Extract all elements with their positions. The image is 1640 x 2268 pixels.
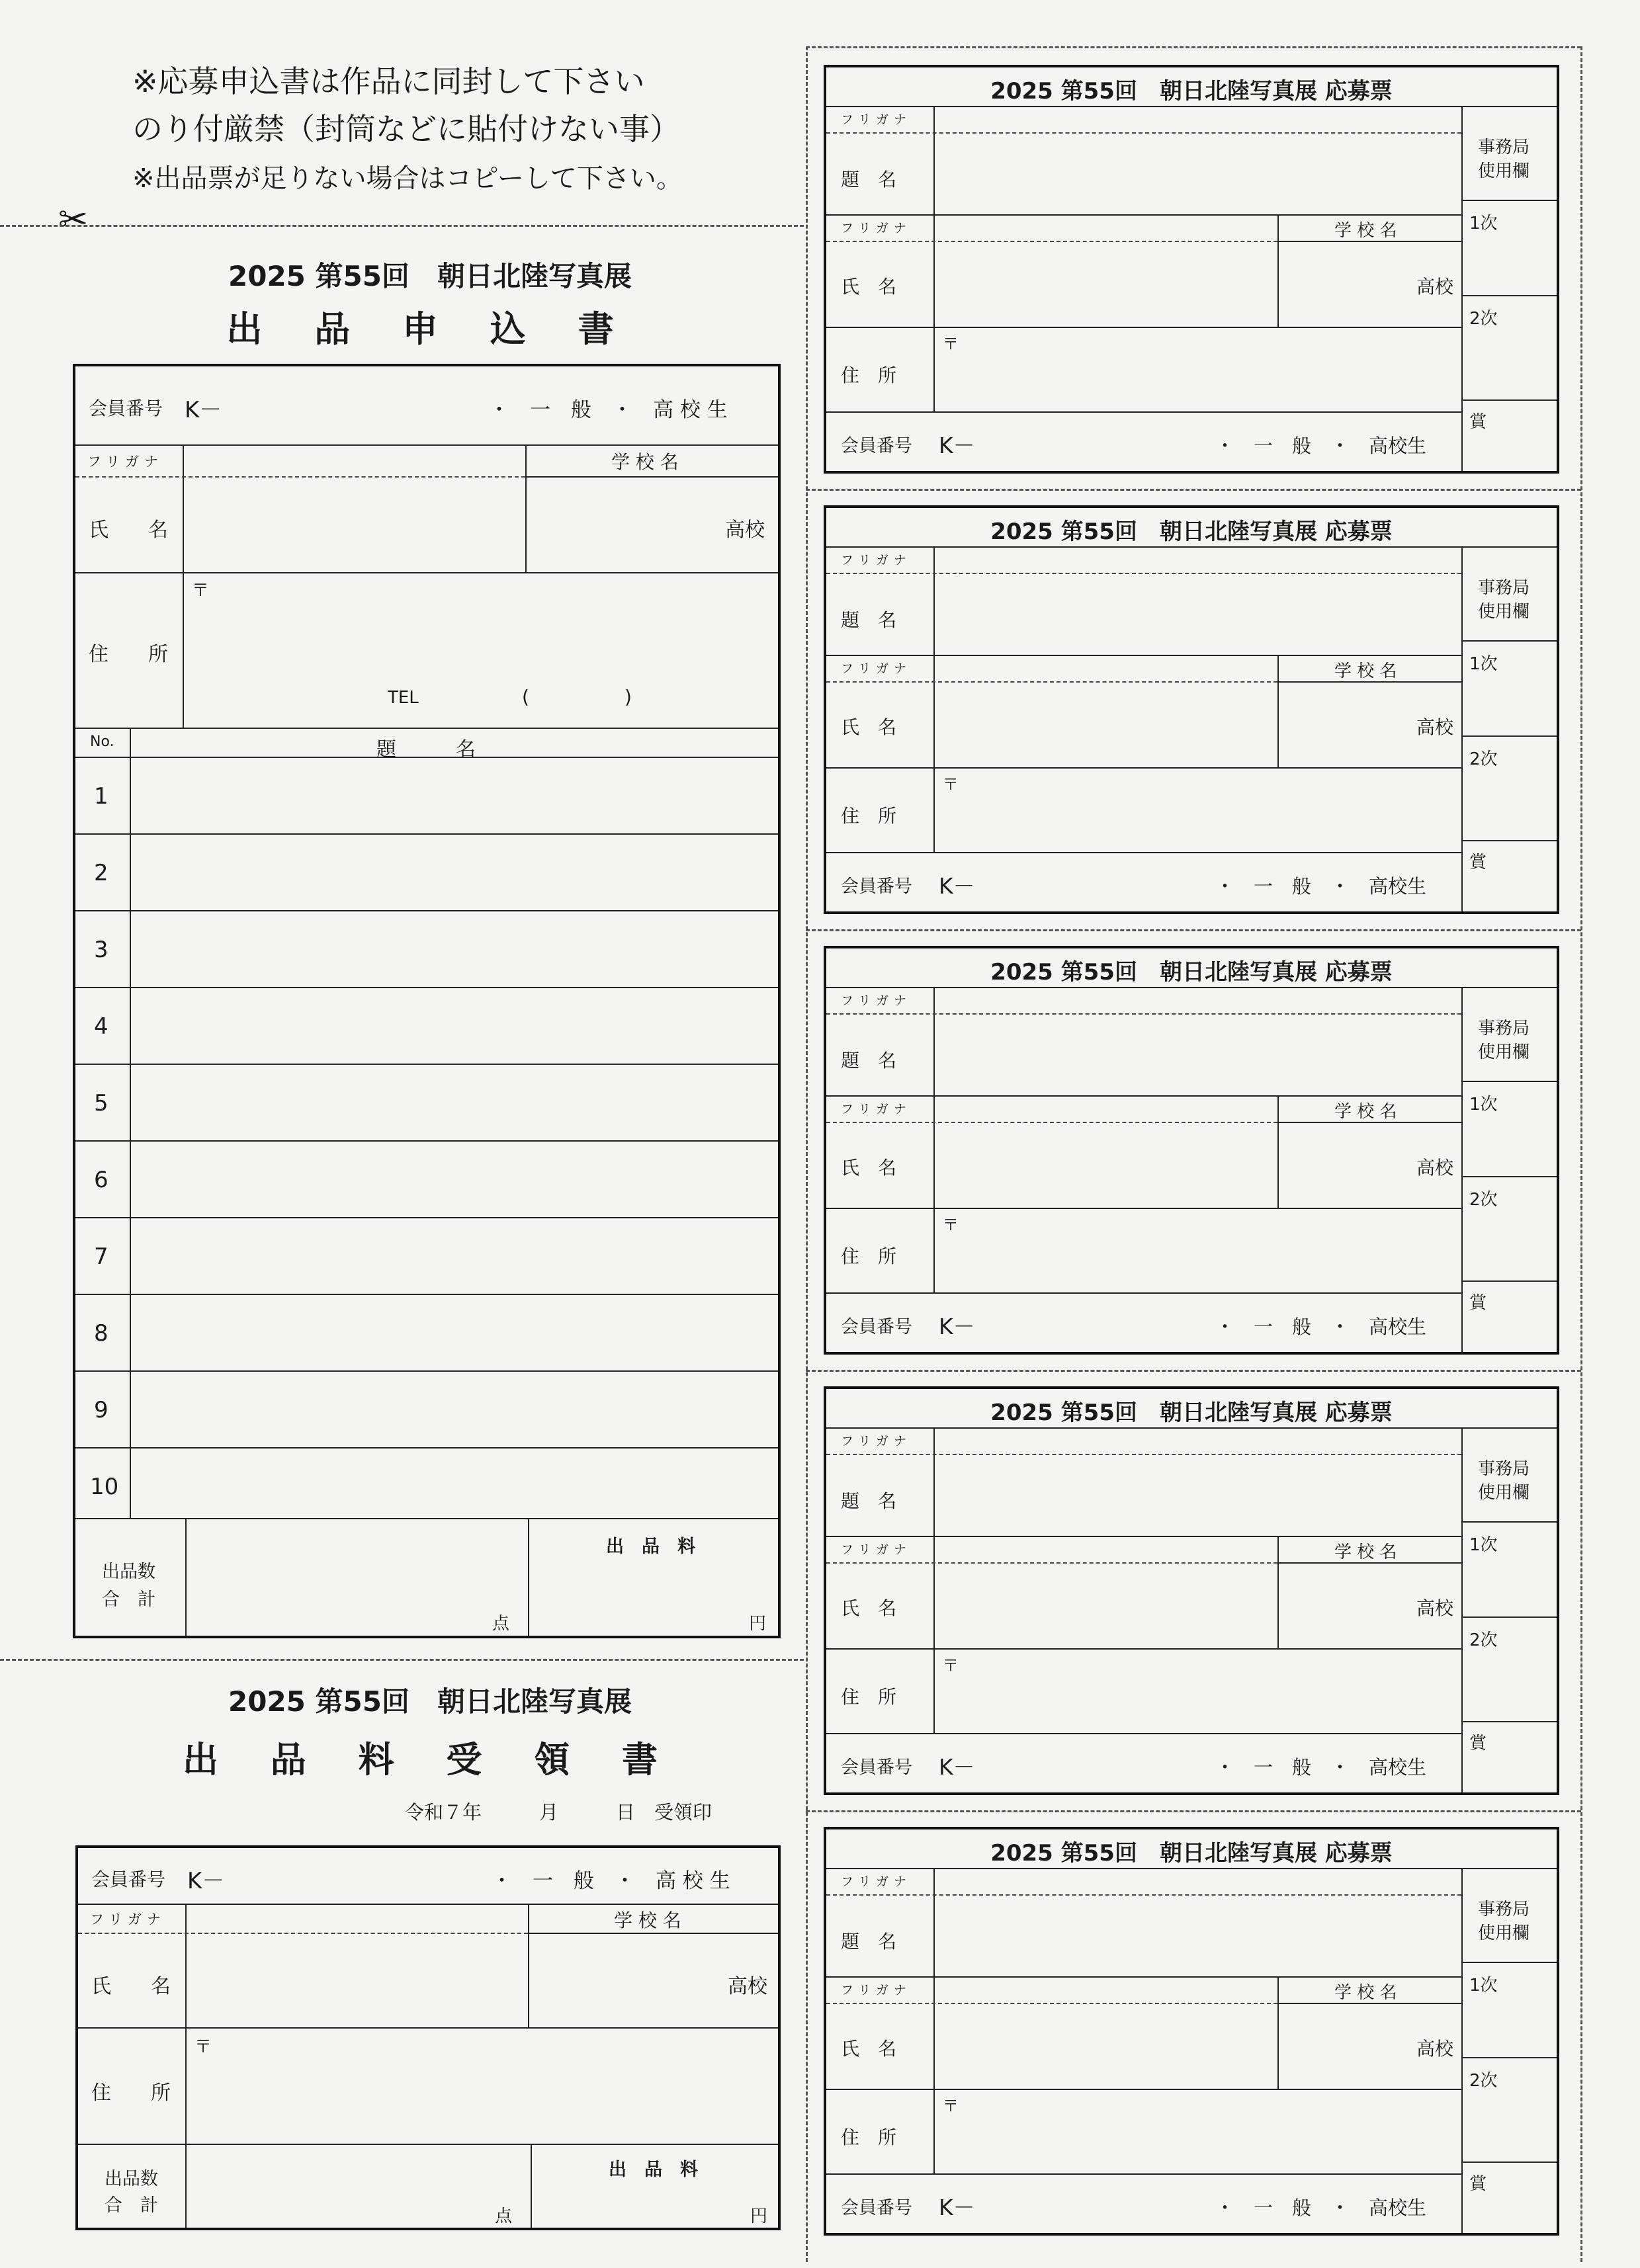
address-field[interactable] [936, 329, 1459, 409]
school-name-label: 学 校 名 [1334, 221, 1397, 241]
title-label: 題 名 [841, 1490, 897, 1512]
ticket-header: 2025 第55回 朝日北陸写真展 応募票 [990, 1840, 1393, 1867]
round-1-label: 1次 [1469, 214, 1498, 233]
scissors-icon: ✂ [58, 198, 89, 240]
total-label: 合 計 [102, 1589, 155, 1610]
furigana-label: フリガナ [841, 993, 912, 1008]
cut-line-ticket-2 [806, 929, 1581, 931]
entry-ticket [824, 505, 1559, 914]
school-field[interactable] [531, 1935, 722, 2025]
notice-enclose: ※応募申込書は作品に同封して下さい [132, 63, 645, 99]
category-select[interactable]: ・ 一 般 ・ 高校生 [1215, 1316, 1427, 1338]
name-field[interactable] [188, 1935, 525, 2025]
school-name-label: 学 校 名 [1334, 1102, 1397, 1122]
address-field[interactable] [936, 2091, 1459, 2171]
cut-line-ticket-top [806, 46, 1581, 48]
address-field[interactable] [936, 1210, 1459, 1290]
member-number-label: 会員番号 [841, 1757, 912, 1778]
school-suffix: 高校 [1416, 716, 1454, 738]
member-number-label: 会員番号 [841, 2198, 912, 2218]
ticket-header: 2025 第55回 朝日北陸写真展 応募票 [990, 959, 1393, 986]
name-label: 氏 名 [841, 2038, 897, 2060]
category-select[interactable]: ・ 一 般 ・ 高校生 [1215, 875, 1427, 898]
name-field[interactable] [936, 1565, 1275, 1646]
count-label: 出品数 [105, 2169, 158, 2189]
round-2-field[interactable] [1464, 2060, 1554, 2159]
prize-label: 賞 [1469, 853, 1487, 872]
row-number: 2 [94, 860, 108, 886]
category-select[interactable]: ・ 一 般 ・ 高 校 生 [492, 1869, 730, 1893]
work-title-header: 題 名 [376, 738, 476, 761]
round-1-field[interactable] [1464, 643, 1554, 733]
tel-paren-open: ( [522, 686, 529, 708]
office-use-label: 使用欄 [1478, 602, 1530, 622]
school-name-label: 学 校 名 [1334, 1542, 1397, 1562]
notice-copy: ※出品票が足りない場合はコピーして下さい。 [132, 163, 683, 194]
name-field[interactable] [936, 243, 1275, 324]
name-label: 氏 名 [89, 519, 168, 542]
school-suffix: 高校 [725, 519, 765, 542]
round-2-label: 2次 [1469, 2071, 1498, 2091]
entry-ticket [824, 1827, 1559, 2236]
school-field[interactable] [1280, 243, 1412, 324]
fee-unit: 円 [750, 2206, 768, 2226]
round-1-field[interactable] [1464, 1083, 1554, 1173]
work-title-field-9[interactable] [132, 1373, 774, 1446]
furigana-label: フリガナ [90, 1911, 166, 1927]
postal-mark: 〒 [943, 335, 959, 353]
postal-mark: 〒 [194, 2037, 212, 2057]
work-title-field-7[interactable] [132, 1220, 774, 1292]
furigana-label: フリガナ [841, 553, 912, 567]
school-field[interactable] [1280, 684, 1412, 765]
furigana-label: フリガナ [841, 1983, 912, 1997]
prize-field[interactable] [1464, 2187, 1554, 2230]
furigana-label: フリガナ [841, 221, 912, 235]
prize-field[interactable] [1464, 865, 1554, 909]
ticket-header: 2025 第55回 朝日北陸写真展 応募票 [990, 519, 1393, 545]
entry-ticket [824, 946, 1559, 1355]
count-field[interactable] [191, 2146, 528, 2224]
round-2-label: 2次 [1469, 1190, 1498, 1210]
school-field[interactable] [528, 479, 720, 570]
postal-mark: 〒 [192, 581, 210, 601]
entry-ticket [824, 65, 1559, 474]
title-label: 題 名 [841, 1931, 897, 1953]
office-use-label: 事務局 [1478, 1900, 1530, 1919]
school-name-label: 学 校 名 [1334, 661, 1397, 681]
address-label: 住 所 [841, 1245, 897, 1267]
application-form [73, 364, 781, 1638]
cut-line-ticket-4 [806, 1810, 1581, 1812]
round-1-field[interactable] [1464, 202, 1554, 292]
count-label: 出品数 [102, 1562, 155, 1582]
row-number: 4 [94, 1013, 108, 1040]
school-name-label: 学 校 名 [611, 451, 679, 473]
member-number-field[interactable]: K－ [939, 433, 975, 458]
prize-field[interactable] [1464, 1746, 1554, 1790]
receipt-header: 2025 第55回 朝日北陸写真展 [228, 1685, 632, 1718]
category-select[interactable]: ・ 一 般 ・ 高校生 [1215, 2197, 1427, 2219]
fee-unit: 円 [749, 1614, 767, 1634]
cut-line-ticket-1 [806, 489, 1581, 491]
work-title-field-5[interactable] [132, 1066, 774, 1139]
address-field[interactable] [188, 2030, 774, 2141]
row-number: 1 [94, 783, 108, 810]
member-number-label: 会員番号 [91, 1869, 166, 1890]
category-select[interactable]: ・ 一 般 ・ 高校生 [1215, 435, 1427, 457]
address-label: 住 所 [91, 2081, 171, 2105]
school-suffix: 高校 [1416, 1597, 1454, 1619]
application-header: 2025 第55回 朝日北陸写真展 [228, 260, 632, 292]
cut-line-left-column [806, 46, 808, 2262]
address-field[interactable] [185, 575, 774, 681]
furigana-label: フリガナ [841, 1874, 912, 1889]
work-title-field-6[interactable] [132, 1143, 774, 1216]
address-field[interactable] [936, 770, 1459, 849]
postal-mark: 〒 [943, 1656, 959, 1675]
title-field[interactable] [936, 1456, 1459, 1533]
round-1-label: 1次 [1469, 1976, 1498, 1995]
row-number: 8 [94, 1320, 108, 1347]
work-title-field-8[interactable] [132, 1296, 774, 1369]
office-use-label: 事務局 [1478, 1019, 1530, 1038]
furigana-label: フリガナ [841, 1434, 912, 1449]
work-title-field-10[interactable] [132, 1450, 774, 1516]
work-title-field-3[interactable] [132, 913, 774, 986]
name-label: 氏 名 [841, 1597, 897, 1619]
school-suffix: 高校 [1416, 276, 1454, 298]
member-number-field[interactable]: K－ [939, 1314, 975, 1339]
school-field[interactable] [1280, 1124, 1412, 1205]
receipt-title: 出 品 料 受 領 書 [183, 1739, 677, 1781]
furigana-label: フリガナ [87, 454, 163, 470]
name-label: 氏 名 [91, 1975, 171, 1998]
school-field[interactable] [1280, 1565, 1412, 1646]
name-field[interactable] [936, 1124, 1275, 1205]
school-suffix: 高校 [728, 1975, 767, 1998]
row-number: 3 [94, 937, 108, 963]
round-2-field[interactable] [1464, 738, 1554, 837]
entry-ticket [824, 1386, 1559, 1795]
school-field[interactable] [1280, 2005, 1412, 2086]
cut-line-middle [0, 1659, 804, 1661]
no-header: No. [90, 734, 114, 750]
member-number-field[interactable]: K－ [187, 1868, 225, 1894]
title-label: 題 名 [841, 169, 897, 190]
round-1-label: 1次 [1469, 1095, 1498, 1114]
school-name-label: 学 校 名 [1334, 1983, 1397, 2003]
office-use-label: 使用欄 [1478, 1923, 1530, 1943]
member-number-label: 会員番号 [841, 1317, 912, 1337]
round-1-field[interactable] [1464, 1964, 1554, 2054]
member-number-field[interactable]: K－ [939, 1754, 975, 1780]
ticket-header: 2025 第55回 朝日北陸写真展 応募票 [990, 78, 1393, 105]
name-field[interactable] [185, 479, 523, 570]
round-1-field[interactable] [1464, 1524, 1554, 1614]
member-number-label: 会員番号 [89, 398, 163, 419]
row-number: 10 [90, 1474, 119, 1500]
postal-mark: 〒 [943, 2097, 959, 2115]
fee-field[interactable] [533, 2179, 775, 2225]
furigana-label: フリガナ [841, 112, 912, 127]
school-suffix: 高校 [1416, 1157, 1454, 1179]
prize-label: 賞 [1469, 1293, 1487, 1313]
postal-mark: 〒 [943, 1216, 959, 1234]
member-number-label: 会員番号 [841, 876, 912, 897]
member-number-label: 会員番号 [841, 436, 912, 456]
cut-line-top [0, 225, 804, 227]
furigana-label: フリガナ [841, 1102, 912, 1116]
count-unit: 点 [495, 2206, 513, 2226]
address-label: 住 所 [841, 805, 897, 827]
furigana-label: フリガナ [841, 661, 912, 676]
round-2-field[interactable] [1464, 1179, 1554, 1278]
round-2-label: 2次 [1469, 309, 1498, 329]
work-title-field-4[interactable] [132, 989, 774, 1062]
furigana-label: フリガナ [841, 1542, 912, 1557]
member-number-field[interactable]: K－ [185, 397, 222, 423]
work-title-field-2[interactable] [132, 836, 774, 909]
work-title-field-1[interactable] [132, 759, 774, 832]
fee-label: 出 品 料 [609, 2160, 698, 2180]
title-field[interactable] [936, 575, 1459, 652]
tel-paren-close: ) [625, 686, 632, 708]
prize-field[interactable] [1464, 1306, 1554, 1349]
cut-line-right-column [1580, 46, 1582, 2262]
tel-label: TEL [388, 688, 419, 708]
school-name-label: 学 校 名 [614, 1910, 681, 1931]
row-number: 5 [94, 1090, 108, 1116]
address-label: 住 所 [841, 364, 897, 386]
address-label: 住 所 [841, 1686, 897, 1708]
office-use-label: 使用欄 [1478, 161, 1530, 181]
row-number: 6 [94, 1167, 108, 1193]
row-number: 9 [94, 1397, 108, 1423]
member-number-field[interactable]: K－ [939, 2195, 975, 2220]
count-field[interactable] [188, 1521, 525, 1633]
prize-label: 賞 [1469, 2174, 1487, 2194]
address-label: 住 所 [89, 643, 168, 666]
notice-no-glue: のり付厳禁（封筒などに貼付けない事） [132, 111, 680, 147]
receipt-date-stamp: 令和７年 月 日 受領印 [405, 1801, 712, 1824]
round-2-field[interactable] [1464, 298, 1554, 397]
school-suffix: 高校 [1416, 2038, 1454, 2060]
total-label: 合 計 [105, 2195, 158, 2216]
application-title: 出 品 申 込 書 [226, 308, 634, 350]
title-field[interactable] [936, 1016, 1459, 1093]
title-label: 題 名 [841, 609, 897, 631]
round-2-label: 2次 [1469, 1630, 1498, 1650]
row-number: 7 [94, 1243, 108, 1270]
fee-label: 出 品 料 [606, 1536, 695, 1557]
cut-line-ticket-3 [806, 1370, 1581, 1372]
category-select[interactable]: ・ 一 般 ・ 高校生 [1215, 1756, 1427, 1779]
prize-label: 賞 [1469, 1734, 1487, 1753]
title-field[interactable] [936, 135, 1459, 212]
member-number-field[interactable]: K－ [939, 873, 975, 899]
title-label: 題 名 [841, 1050, 897, 1071]
name-field[interactable] [936, 684, 1275, 765]
name-field[interactable] [936, 2005, 1275, 2086]
office-use-label: 事務局 [1478, 138, 1530, 157]
office-use-label: 使用欄 [1478, 1483, 1530, 1503]
round-1-label: 1次 [1469, 654, 1498, 674]
ticket-header: 2025 第55回 朝日北陸写真展 応募票 [990, 1400, 1393, 1426]
round-2-field[interactable] [1464, 1619, 1554, 1718]
name-label: 氏 名 [841, 716, 897, 738]
address-field[interactable] [936, 1651, 1459, 1730]
address-label: 住 所 [841, 2126, 897, 2148]
name-label: 氏 名 [841, 276, 897, 298]
name-label: 氏 名 [841, 1157, 897, 1179]
prize-field[interactable] [1464, 425, 1554, 468]
office-use-label: 事務局 [1478, 1459, 1530, 1479]
title-field[interactable] [936, 1897, 1459, 1974]
receipt-form [75, 1845, 781, 2230]
office-use-label: 使用欄 [1478, 1042, 1530, 1062]
count-unit: 点 [492, 1614, 510, 1634]
round-1-label: 1次 [1469, 1535, 1498, 1555]
postal-mark: 〒 [943, 775, 959, 794]
office-use-label: 事務局 [1478, 578, 1530, 598]
category-select[interactable]: ・ 一 般 ・ 高 校 生 [489, 398, 728, 422]
fee-field[interactable] [531, 1557, 775, 1633]
round-2-label: 2次 [1469, 749, 1498, 769]
prize-label: 賞 [1469, 412, 1487, 432]
